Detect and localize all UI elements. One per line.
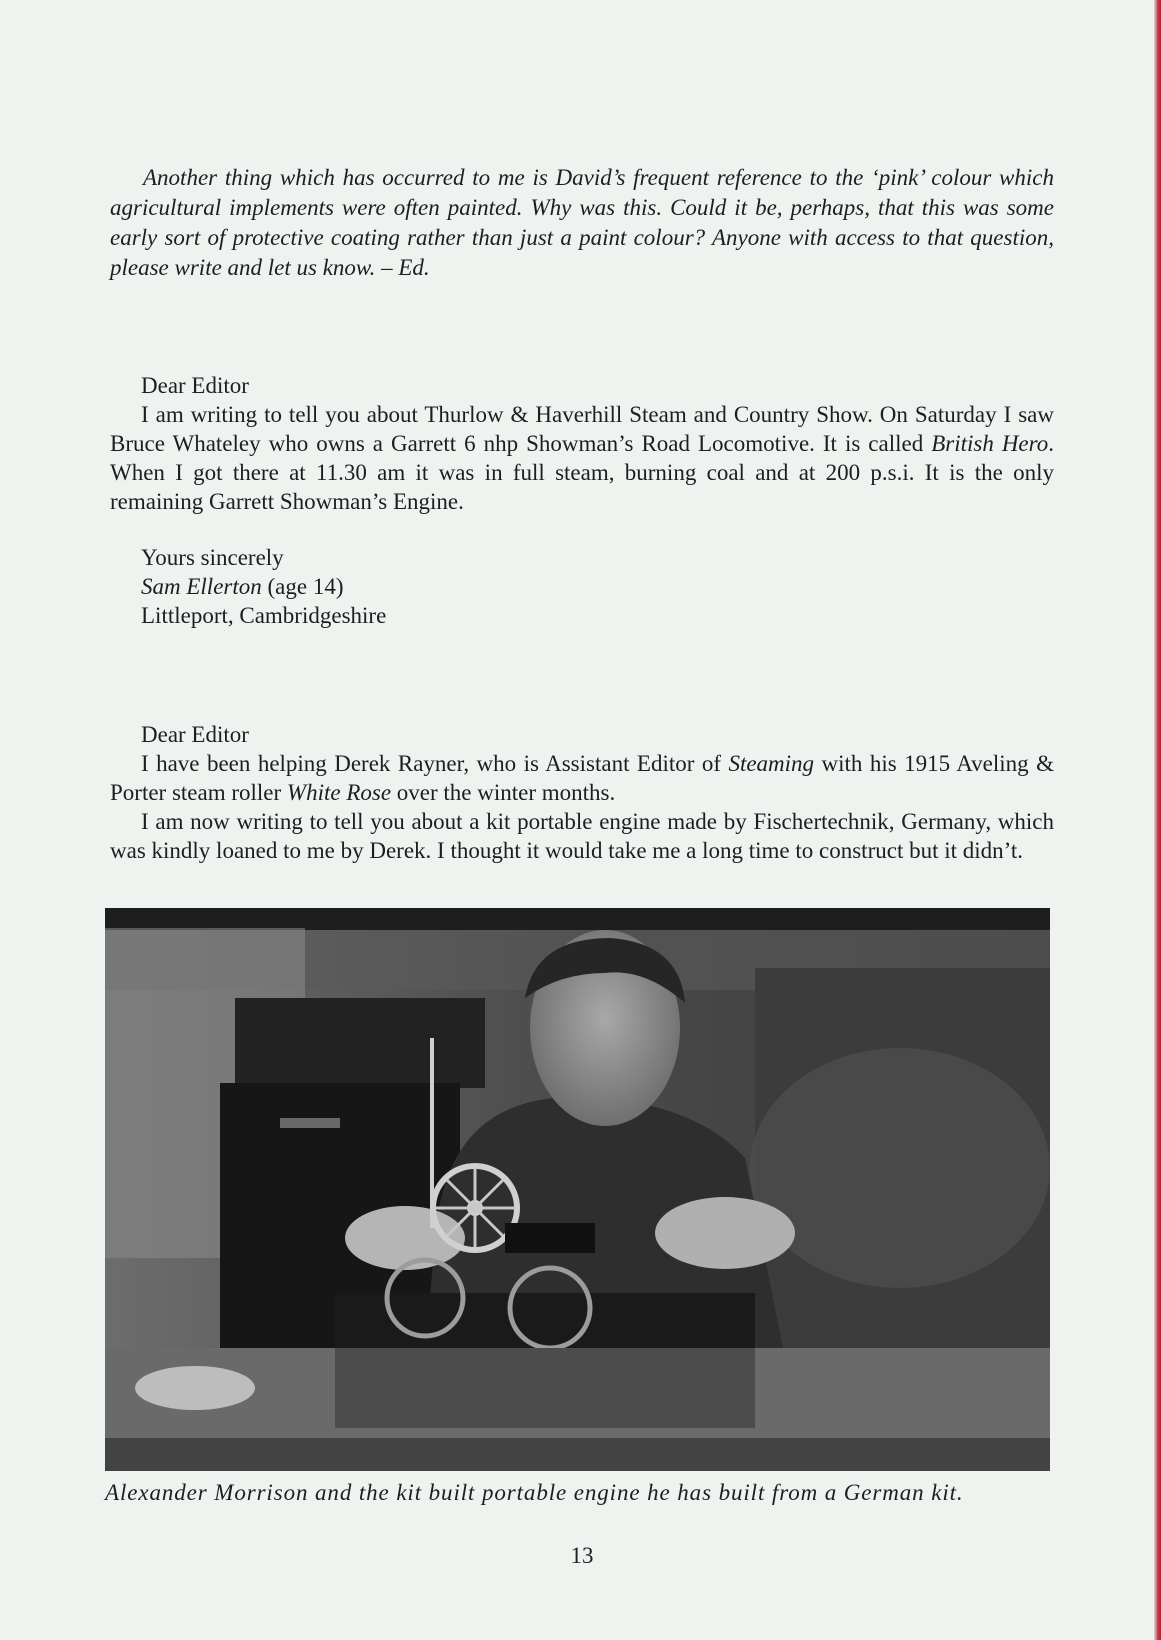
letter-salutation: Dear Editor xyxy=(141,722,249,747)
letter-location: Littleport, Cambridgeshire xyxy=(141,603,387,628)
letter-closing: Yours sincerely xyxy=(141,545,284,570)
photo-boy-with-engine xyxy=(105,908,1050,1471)
letter-body xyxy=(110,400,1054,516)
roller-name: White Rose xyxy=(286,780,392,805)
letter-signature xyxy=(110,572,1054,601)
signature-age: (age 14) xyxy=(261,574,344,599)
letter-body-part: with his 1915 Aveling & Porter steam roller xyxy=(110,751,1054,805)
letter-thurlow-show xyxy=(110,371,1054,630)
signature-name: Sam Ellerton xyxy=(141,574,262,599)
letter-body-part: over the winter months. xyxy=(391,780,616,805)
letter-paragraph xyxy=(110,749,1054,807)
editor-note: Another thing which has occurred to me is David’s frequent reference to the ‘pink’ colour which agricultural implements were often painted. Why was this. Could it be, perhaps, that this was some early sort of protective coating rather than just a paint colour? Anyone with access to that question, please write and let us know. – Ed. xyxy=(110,165,1054,280)
page-edge-stripe xyxy=(1154,0,1161,1640)
letter-kit-engine xyxy=(110,720,1054,865)
letter-body-part: . When I got there at 11.30 am it was in full steam, burning coal and at 200 p.s.i. It is the only remaining Garrett Showman’s Engine. xyxy=(110,431,1054,514)
letter-paragraph: I am now writing to tell you about a kit portable engine made by Fischertechnik, Germany, which was kindly loaned to me by Derek. I thought it would take me a long time to construct but it didn’t. xyxy=(110,809,1054,863)
letter-salutation: Dear Editor xyxy=(141,373,249,398)
publication-name: Steaming xyxy=(728,751,815,776)
photo-caption: Alexander Morrison and the kit built portable engine he has built from a German kit. xyxy=(105,1480,964,1505)
letter-body-part: I have been helping Derek Rayner, who is Assistant Editor of xyxy=(141,751,729,776)
letter-body-part: I am writing to tell you about Thurlow & Haverhill Steam and Country Show. On Saturday I saw Bruce Whateley who owns a Garrett 6 nhp Showman’s Road Locomotive. It is called xyxy=(110,402,1054,456)
page-number: 13 xyxy=(570,1543,594,1568)
engine-name: British Hero xyxy=(931,431,1049,456)
